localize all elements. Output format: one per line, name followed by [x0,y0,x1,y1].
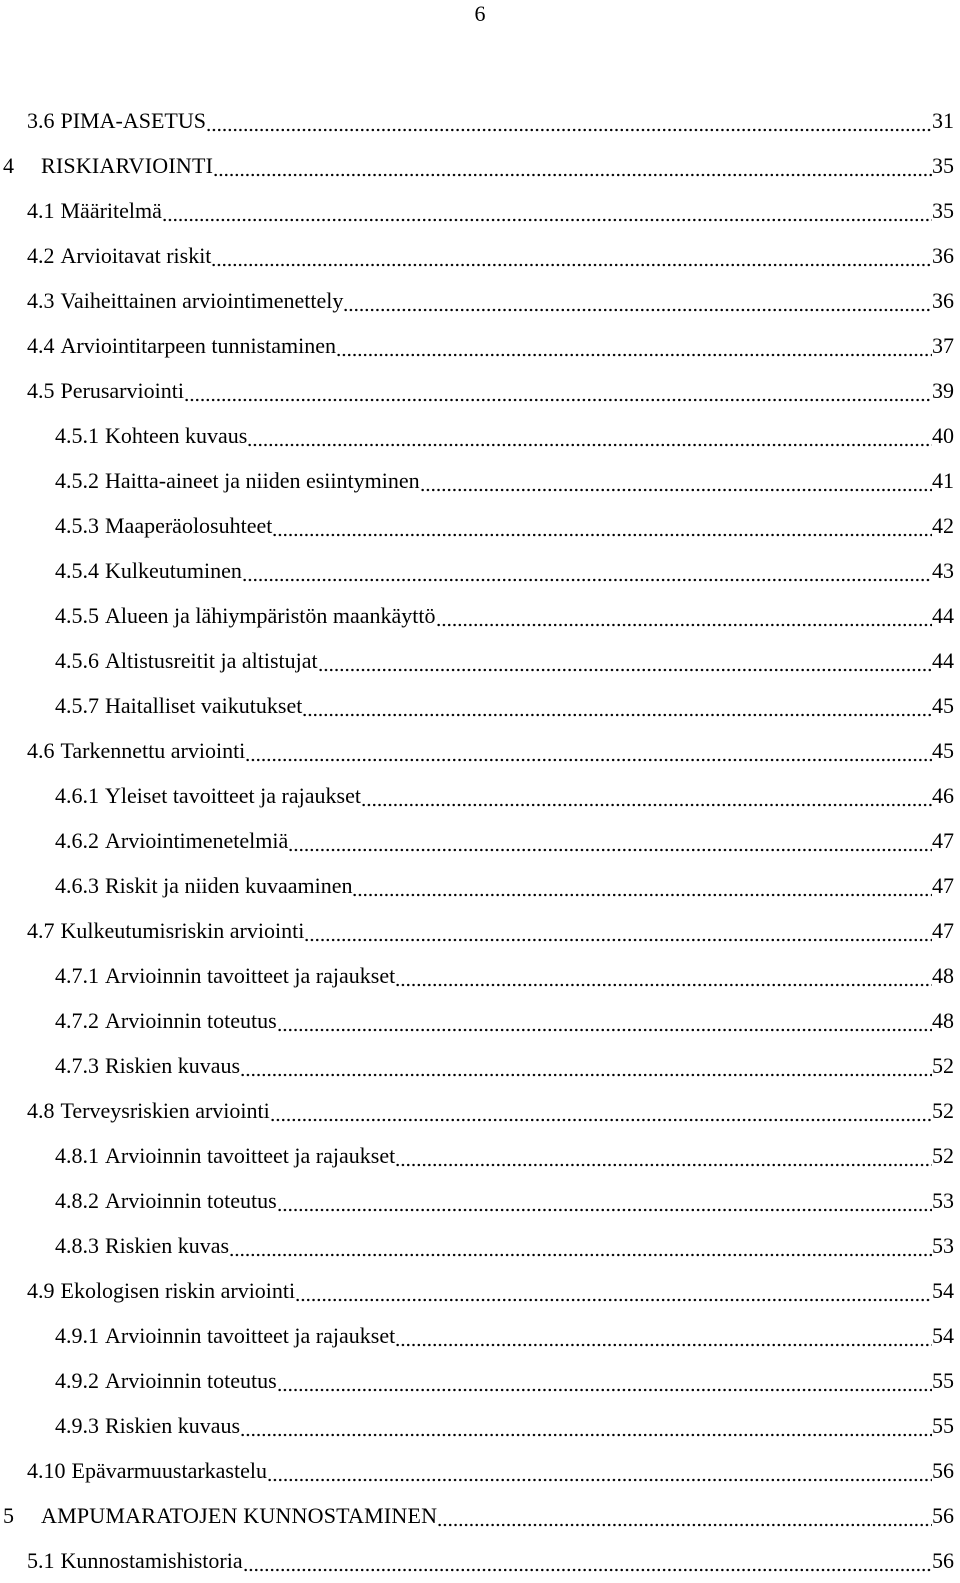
toc-entry-title: RISKIARVIOINTI [41,153,214,178]
toc-entry-label [55,863,352,908]
toc-entry-number: 4.5.3 [55,513,99,538]
toc-entry-title: Arvioinnin toteutus [105,1008,277,1033]
toc-entry-label [27,98,206,143]
toc-entry-number: 4.5.1 [55,423,99,448]
toc-entry-label [55,593,436,638]
toc-entry[interactable] [55,1133,954,1178]
toc-entry[interactable] [55,863,954,908]
toc-entry-title: Vaiheittainen arviointimenettely [60,288,344,313]
dot-leader [420,458,932,503]
toc-entry-title: Terveysriskien arviointi [60,1098,270,1123]
dot-leader [437,1493,932,1538]
toc-entry[interactable] [55,638,954,683]
toc-entry-number: 4.8.3 [55,1233,99,1258]
dot-leader [436,593,932,638]
toc-entry-page: 46 [932,783,954,808]
toc-entry[interactable] [3,143,954,188]
toc-entry-title: Arvioinnin toteutus [105,1368,277,1393]
toc-entry-title: Yleiset tavoitteet ja rajaukset [105,783,361,808]
toc-entry-number: 4.7.2 [55,1008,99,1033]
toc-entry-page: 53 [932,1233,954,1258]
toc-entry-number: 4.7 [27,918,55,943]
dot-leader [162,188,932,233]
toc-entry[interactable] [55,998,954,1043]
dot-leader [277,1358,932,1403]
toc-entry[interactable] [27,278,954,323]
toc-entry-page: 35 [932,198,954,223]
dot-leader [277,998,932,1043]
toc-entry-number: 4.8.2 [55,1188,99,1213]
dot-leader [295,1268,932,1313]
toc-entry-number: 4.5 [27,378,55,403]
toc-entry-label [27,188,162,233]
dot-leader [304,908,932,953]
dot-leader [213,143,932,188]
dot-leader [243,1538,932,1583]
toc-entry-page: 52 [932,1098,954,1123]
toc-entry-title: Altistusreitit ja altistujat [105,648,318,673]
toc-entry-number: 4.5.6 [55,648,99,673]
toc-entry-label [55,773,361,818]
toc-entry-title: Ekologisen riskin arviointi [60,1278,296,1303]
toc-entry-number: 4.1 [27,198,55,223]
dot-leader [318,638,932,683]
toc-entry-page: 54 [932,1278,954,1303]
toc-entry-label [27,233,211,278]
toc-entry[interactable] [3,1493,954,1538]
toc-entry-page: 31 [932,108,954,133]
toc-entry-page: 42 [932,513,954,538]
toc-entry[interactable] [55,1313,954,1358]
toc-entry-page: 47 [932,828,954,853]
toc-entry-label [27,1088,270,1133]
toc-entry-title: Alueen ja lähiympäristön maankäyttö [105,603,436,628]
dot-leader [277,1178,932,1223]
toc-entry-page: 56 [932,1548,954,1573]
toc-entry-number: 4.6.3 [55,873,99,898]
toc-entry-title: Arvioinnin tavoitteet ja rajaukset [105,1323,396,1348]
dot-leader [240,1403,932,1448]
toc-entry[interactable] [27,908,954,953]
dot-leader [211,233,932,278]
dot-leader [240,1043,932,1088]
toc-entry[interactable] [27,233,954,278]
toc-entry-title: Arvioinnin toteutus [105,1188,277,1213]
toc-entry-page: 47 [932,918,954,943]
toc-entry[interactable] [55,773,954,818]
toc-entry-page: 39 [932,378,954,403]
toc-entry[interactable] [55,1178,954,1223]
toc-entry-label [55,503,272,548]
toc-entry-title: Haitalliset vaikutukset [105,693,303,718]
dot-leader [206,98,932,143]
toc-entry-label [55,1133,395,1178]
toc-entry[interactable] [27,188,954,233]
toc-entry-label [55,1178,277,1223]
toc-entry-title: Arvioitavat riskit [60,243,212,268]
toc-entry[interactable] [55,503,954,548]
dot-leader [302,683,932,728]
toc-entry-number: 4.7.3 [55,1053,99,1078]
toc-entry-label [27,728,245,773]
toc-entry[interactable] [55,953,954,998]
toc-entry[interactable] [27,1538,954,1583]
toc-entry-number: 4.2 [27,243,55,268]
toc-entry-title: AMPUMARATOJEN KUNNOSTAMINEN [41,1503,438,1528]
toc-entry-page: 55 [932,1413,954,1438]
page-number: 6 [474,1,486,26]
toc-entry-title: Riskien kuvaus [105,1053,241,1078]
toc-entry-page: 45 [932,693,954,718]
toc-entry-label [55,1223,229,1268]
toc-entry-label [55,998,277,1043]
toc-entry-page: 48 [932,963,954,988]
toc-entry-page: 55 [932,1368,954,1393]
toc-entry-title: Kohteen kuvaus [105,423,248,448]
toc-entry-title: Perusarviointi [60,378,184,403]
toc-entry-label [27,1268,295,1313]
toc-entry-title: Haitta-aineet ja niiden esiintyminen [105,468,420,493]
dot-leader [395,953,932,998]
dot-leader [247,413,932,458]
dot-leader [229,1223,932,1268]
toc-entry[interactable] [55,1043,954,1088]
toc-entry-label [55,1043,240,1088]
toc-entry[interactable] [27,323,954,368]
toc-entry-label [55,953,395,998]
toc-entry-number: 4.9.1 [55,1323,99,1348]
toc-entry-number: 4.6.1 [55,783,99,808]
toc-entry-page: 40 [932,423,954,448]
toc-entry-page: 44 [932,648,954,673]
toc-entry[interactable] [55,1403,954,1448]
toc-entry-title: Maaperäolosuhteet [105,513,273,538]
toc-entry[interactable] [27,1268,954,1313]
toc-entry-label [55,818,288,863]
toc-entry-page: 52 [932,1143,954,1168]
toc-entry-label [27,323,336,368]
toc-entry-page: 36 [932,288,954,313]
toc-entry-number: 4.5.5 [55,603,99,628]
toc-entry-label [55,683,302,728]
toc-entry-number: 5 [3,1503,14,1528]
toc-entry-number: 4.9.2 [55,1368,99,1393]
dot-leader [270,1088,932,1133]
dot-leader [395,1133,932,1178]
toc-entry-page: 37 [932,333,954,358]
toc-entry-title: Epävarmuustarkastelu [71,1458,267,1483]
toc-entry-number: 4.5.2 [55,468,99,493]
toc-entry-title: Riskien kuvas [105,1233,230,1258]
dot-leader [184,368,932,413]
toc-entry-title: Kulkeutumisriskin arviointi [60,918,305,943]
toc-entry-title: Kunnostamishistoria [60,1548,243,1573]
toc-entry-page: 47 [932,873,954,898]
toc-entry-number: 4.6.2 [55,828,99,853]
toc-entry-page: 43 [932,558,954,583]
toc-entry[interactable] [55,683,954,728]
toc-entry-number: 4.8.1 [55,1143,99,1168]
toc-entry[interactable] [55,548,954,593]
toc-entry-number: 4.8 [27,1098,55,1123]
dot-leader [336,323,932,368]
toc-entry-page: 48 [932,1008,954,1033]
toc-entry[interactable] [27,1448,954,1493]
toc-entry-title: Arviointitarpeen tunnistaminen [60,333,337,358]
toc-entry-page: 45 [932,738,954,763]
toc-entry-number: 4.9 [27,1278,55,1303]
toc-entry-page: 41 [932,468,954,493]
toc-entry-number: 5.1 [27,1548,55,1573]
toc-entry-number: 4.10 [27,1458,66,1483]
dot-leader [361,773,932,818]
toc-entry[interactable] [55,593,954,638]
toc-entry[interactable] [27,728,954,773]
toc-entry-title: Arvioinnin tavoitteet ja rajaukset [105,1143,396,1168]
toc-entry-title: Kulkeutuminen [105,558,242,583]
toc-entry[interactable] [55,458,954,503]
toc-entry[interactable] [55,1223,954,1268]
dot-leader [352,863,932,908]
dot-leader [343,278,932,323]
toc-entry-title: PIMA-ASETUS [60,108,206,133]
dot-leader [395,1313,932,1358]
toc-entry[interactable] [27,98,954,143]
dot-leader [245,728,932,773]
toc-entry-title: Arviointimenetelmiä [105,828,289,853]
toc-entry[interactable] [55,818,954,863]
toc-entry-number: 4 [3,153,14,178]
toc-entry-title: Riskit ja niiden kuvaaminen [105,873,353,898]
toc-entry-page: 54 [932,1323,954,1348]
toc-entry-label [55,548,242,593]
toc-entry-label [27,908,304,953]
toc-entry[interactable] [55,413,954,458]
toc-entry-page: 44 [932,603,954,628]
toc-entry-title: Arvioinnin tavoitteet ja rajaukset [105,963,396,988]
toc-entry[interactable] [55,1358,954,1403]
toc-entry[interactable] [27,368,954,413]
toc-entry-page: 36 [932,243,954,268]
toc-entry-label [55,638,318,683]
toc-entry-page: 53 [932,1188,954,1213]
toc-entry-page: 56 [932,1503,954,1528]
toc-entry-label [27,1448,267,1493]
toc-entry-number: 4.4 [27,333,55,358]
toc-entry-number: 4.6 [27,738,55,763]
toc-entry[interactable] [27,1088,954,1133]
toc-entry-title: Riskien kuvaus [105,1413,241,1438]
toc-entry-page: 52 [932,1053,954,1078]
toc-entry-label [27,1538,243,1583]
toc-entry-label [55,413,247,458]
toc-entry-page: 56 [932,1458,954,1483]
dot-leader [242,548,932,593]
toc-entry-number: 4.5.4 [55,558,99,583]
toc-entry-label [55,1358,277,1403]
toc-entry-label [55,458,420,503]
toc-entry-title: Tarkennettu arviointi [60,738,246,763]
toc-entry-label [55,1313,395,1358]
toc-entry-title: Määritelmä [60,198,162,223]
toc-entry-number: 4.5.7 [55,693,99,718]
toc-entry-number: 4.7.1 [55,963,99,988]
dot-leader [288,818,932,863]
toc-entry-label [27,278,343,323]
toc-entry-number: 3.6 [27,108,55,133]
toc-entry-label [3,143,213,188]
toc-entry-label [27,368,184,413]
toc-entry-number: 4.9.3 [55,1413,99,1438]
dot-leader [272,503,932,548]
dot-leader [267,1448,932,1493]
toc-entry-label [3,1493,437,1538]
toc-entry-number: 4.3 [27,288,55,313]
toc-entry-label [55,1403,240,1448]
toc-entry-page: 35 [932,153,954,178]
